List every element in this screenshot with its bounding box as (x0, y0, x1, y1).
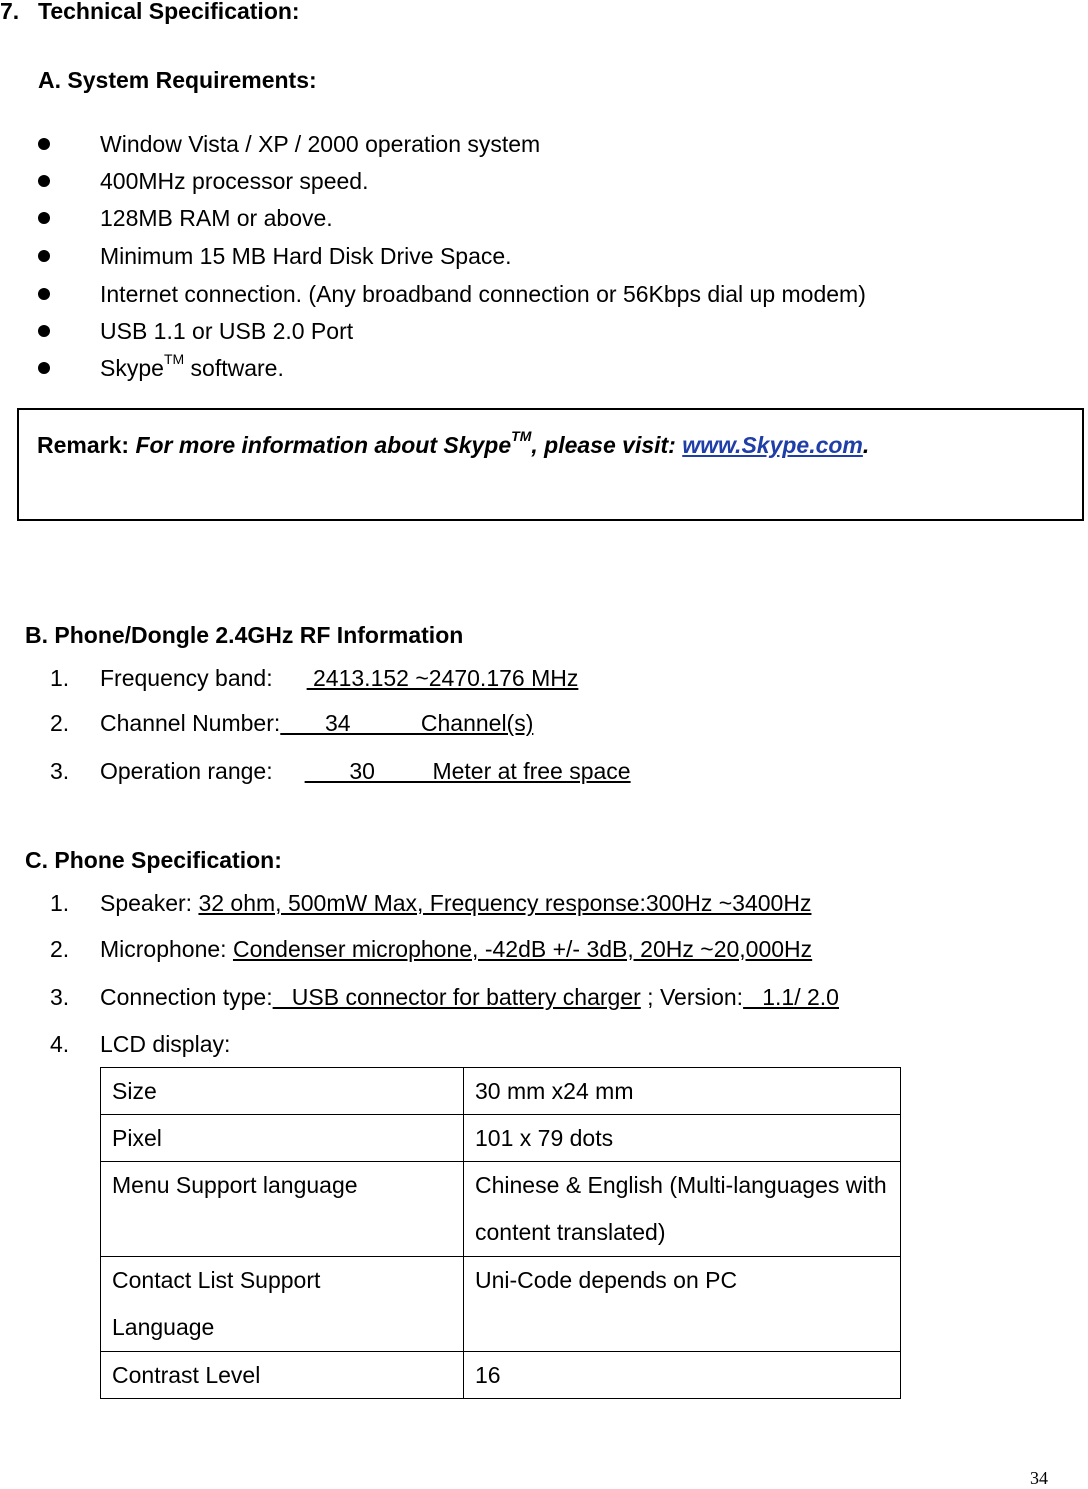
list-item: USB 1.1 or USB 2.0 Port (100, 318, 354, 344)
bullet-icon (38, 362, 50, 374)
channel-number-value: 34 Channel(s) (280, 710, 534, 736)
remark-end: . (862, 432, 870, 458)
list-item-skype (100, 351, 284, 382)
channel-number (100, 710, 533, 737)
table-cell-key: Contrast Level (101, 1352, 464, 1399)
phone-spec-heading: C. Phone Specification: (25, 847, 282, 873)
remark-label: Remark: (37, 432, 130, 458)
table-cell-key: Size (101, 1068, 464, 1115)
page-number: 34 (1030, 1468, 1048, 1488)
rf-info-heading: B. Phone/Dongle 2.4GHz RF Information (25, 622, 464, 648)
remark-trademark: TM (511, 428, 532, 444)
operation-range-value: 30 Meter at free space (304, 758, 631, 784)
system-requirements-heading: A. System Requirements: (38, 67, 317, 93)
bullet-icon (38, 138, 50, 150)
connection-label: Connection type: (100, 984, 273, 1010)
bullet-icon (38, 250, 50, 262)
table-row (101, 1068, 901, 1115)
section-number: 7. (0, 0, 20, 24)
trademark-mark: TM (163, 351, 185, 367)
list-number: 2. (50, 936, 70, 962)
connection-spec (100, 984, 839, 1011)
remark-box (17, 408, 1084, 521)
microphone-value: Condenser microphone, -42dB +/- 3dB, 20Hz ~20,000Hz (232, 936, 813, 962)
list-number: 1. (50, 890, 70, 916)
operation-range (100, 758, 631, 785)
list-item: 400MHz processor speed. (100, 168, 369, 194)
list-item: Internet connection. (Any broadband connection or 56Kbps dial up modem) (100, 281, 866, 307)
list-number: 3. (50, 758, 70, 784)
skype-word: Skype (100, 355, 164, 381)
bullet-icon (38, 325, 50, 337)
channel-number-label: Channel Number: (100, 710, 281, 736)
lcd-spec-table (100, 1067, 901, 1399)
list-number: 1. (50, 665, 70, 691)
frequency-band-value: 2413.152 ~2470.176 MHz (306, 665, 579, 691)
table-cell-value: 16 (464, 1352, 901, 1399)
table-cell-value: 30 mm x24 mm (464, 1068, 901, 1115)
table-cell-key: Pixel (101, 1115, 464, 1162)
speaker-label: Speaker: (100, 890, 199, 916)
table-row (101, 1352, 901, 1399)
list-number: 4. (50, 1031, 70, 1057)
bullet-icon (38, 288, 50, 300)
bullet-icon (38, 175, 50, 187)
section-title: Technical Specification: (38, 0, 300, 24)
bullet-icon (38, 212, 50, 224)
connection-value: USB connector for battery charger (272, 984, 641, 1010)
version-label: ; Version: (640, 984, 744, 1010)
remark-text: For more information about Skype (135, 432, 512, 458)
list-item: Window Vista / XP / 2000 operation system (100, 131, 541, 157)
remark-text-after: , please visit: (531, 432, 683, 458)
skype-link[interactable]: www.Skype.com (682, 432, 863, 458)
table-row (101, 1115, 901, 1162)
table-cell-key: Contact List Support Language (101, 1257, 464, 1352)
table-cell-value: 101 x 79 dots (464, 1115, 901, 1162)
list-number: 2. (50, 710, 70, 736)
table-row (101, 1257, 901, 1352)
skype-rest: software. (184, 355, 284, 381)
table-row (101, 1162, 901, 1257)
list-item: 128MB RAM or above. (100, 205, 333, 231)
table-cell-value: Chinese & English (Multi-languages with content translated) (464, 1162, 901, 1257)
list-item: Minimum 15 MB Hard Disk Drive Space. (100, 243, 512, 269)
microphone-spec (100, 936, 812, 963)
list-number: 3. (50, 984, 70, 1010)
lcd-display-label: LCD display: (100, 1031, 231, 1057)
remark-line (37, 428, 870, 459)
speaker-value: 32 ohm, 500mW Max, Frequency response:300Hz ~3400Hz (198, 890, 812, 916)
microphone-label: Microphone: (100, 936, 233, 962)
speaker-spec (100, 890, 811, 917)
frequency-band-label: Frequency band: (100, 665, 273, 691)
table-cell-key: Menu Support language (101, 1162, 464, 1257)
operation-range-label: Operation range: (100, 758, 273, 784)
table-cell-value: Uni-Code depends on PC (464, 1257, 901, 1352)
version-value: 1.1/ 2.0 (743, 984, 839, 1010)
frequency-band (100, 665, 578, 692)
